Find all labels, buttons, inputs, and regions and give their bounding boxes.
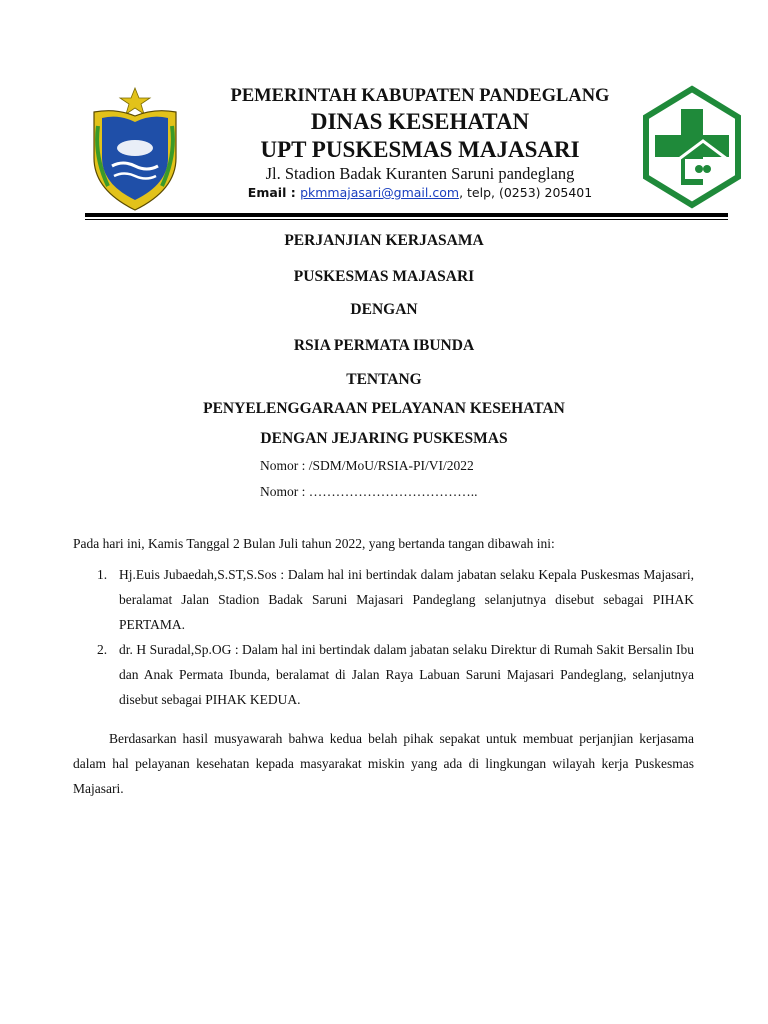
- kabupaten-pandeglang-crest-icon: [86, 86, 184, 212]
- title-line-5: TENTANG: [346, 371, 422, 388]
- letterhead-government: PEMERINTAH KABUPATEN PANDEGLANG: [230, 86, 610, 106]
- agreement-paragraph: Berdasarkan hasil musyawarah bahwa kedua belah pihak sepakat untuk membuat perjanjian kerjasama dalam hal pelayanan kesehatan kepada masyarakat miskin yang ada di lingkungan wilayah kerja Puskesmas Majasari.: [73, 731, 694, 796]
- list-item-number: 2.: [97, 642, 108, 657]
- document-number-1: Nomor : /SDM/MoU/RSIA-PI/VI/2022: [260, 458, 474, 473]
- email-link[interactable]: pkmmajasari@gmail.com: [300, 185, 460, 200]
- puskesmas-logo-icon: [641, 85, 743, 209]
- title-line-2: PUSKESMAS MAJASARI: [293, 268, 475, 285]
- telephone-text: , telp, (0253) 205401: [459, 185, 593, 200]
- letterhead-rule-thick: [85, 213, 728, 217]
- list-item-text: dr. H Suradal,Sp.OG : Dalam hal ini bertindak dalam jabatan selaku Direktur di Rumah Sakit Bersalin Ibu dan Anak Permata Ibunda, beralamat di Jalan Raya Labuan Saruni Majasari Pandeglang, selanjutnya disebut sebagai PIHAK KEDUA.: [119, 642, 694, 707]
- intro-text: Pada hari ini, Kamis Tanggal 2 Bulan Juli tahun 2022, yang bertanda tangan dibawah ini:: [73, 536, 555, 551]
- letterhead-address: Jl. Stadion Badak Kuranten Saruni pandeglang: [265, 164, 575, 183]
- email-label: Email :: [247, 185, 296, 200]
- list-item-number: 1.: [97, 567, 108, 582]
- letterhead-department: DINAS KESEHATAN: [310, 109, 530, 134]
- letterhead-unit: UPT PUSKESMAS MAJASARI: [260, 137, 580, 162]
- letterhead-rule-thin: [85, 219, 728, 220]
- document-number-2: Nomor : ………………………………..: [260, 484, 478, 499]
- title-line-7: DENGAN JEJARING PUSKESMAS: [260, 430, 508, 447]
- title-line-4: RSIA PERMATA IBUNDA: [293, 337, 475, 354]
- title-line-6: PENYELENGGARAAN PELAYANAN KESEHATAN: [203, 400, 565, 417]
- list-item: [73, 637, 694, 712]
- list-item-text: Hj.Euis Jubaedah,S.ST,S.Sos : Dalam hal ini bertindak dalam jabatan selaku Kepala Puskesmas Majasari, beralamat Jalan Stadion Badak Saruni Majasari Pandeglang selanjutnya disebut sebagai PIHAK PERTAMA.: [119, 567, 694, 632]
- party-list: [73, 562, 694, 712]
- title-line-1: PERJANJIAN KERJASAMA: [284, 232, 484, 249]
- list-item: [73, 562, 694, 637]
- title-line-3: DENGAN: [350, 301, 418, 318]
- letterhead-contact: [190, 185, 650, 200]
